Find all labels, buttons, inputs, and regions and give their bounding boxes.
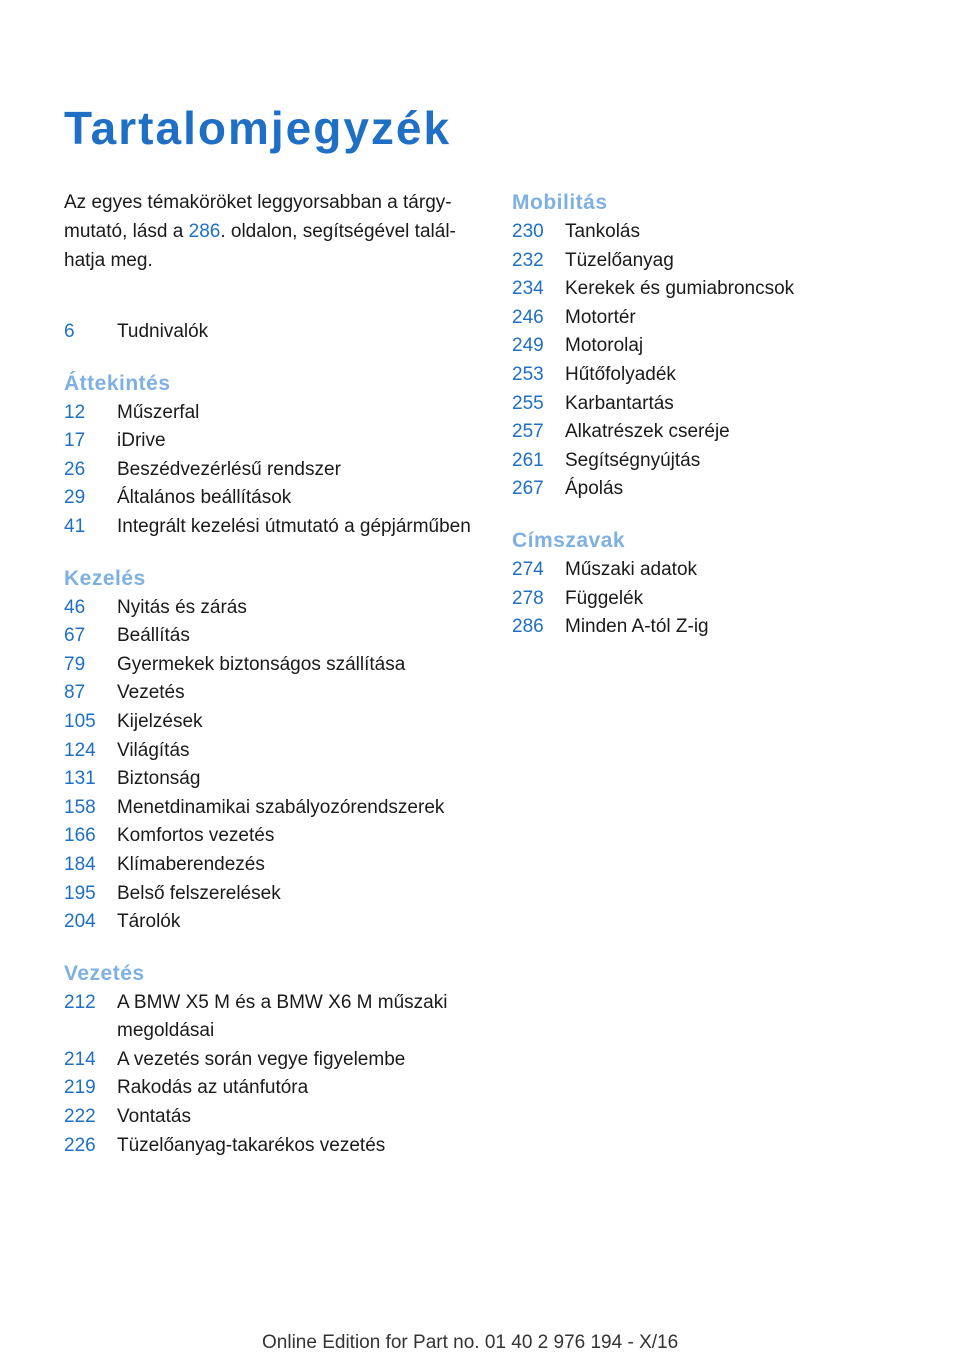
- toc-entry-title: Nyitás és zárás: [117, 596, 247, 618]
- toc-entry-title: Vontatás: [117, 1106, 191, 1128]
- toc-entry-title: Beállítás: [117, 625, 190, 647]
- toc-entry[interactable]: [64, 989, 484, 1046]
- toc-page-number: 195: [64, 882, 96, 904]
- toc-entry[interactable]: [64, 318, 484, 347]
- toc-entry[interactable]: [64, 456, 484, 485]
- toc-page-number: 214: [64, 1048, 96, 1070]
- toc-page-number: 79: [64, 653, 86, 675]
- toc-page-number: 204: [64, 911, 96, 933]
- toc-entry-title: Világítás: [117, 739, 190, 761]
- toc-entry[interactable]: [64, 822, 484, 851]
- toc-page-number: 246: [512, 306, 544, 328]
- section-heading: Kezelés: [64, 566, 146, 590]
- toc-entry[interactable]: [64, 651, 484, 680]
- toc-page-number: 226: [64, 1134, 96, 1156]
- toc-page-number: 184: [64, 853, 96, 875]
- toc-page-number: 232: [512, 249, 544, 271]
- toc-entry-title: Beszédvezérlésű rendszer: [117, 458, 341, 480]
- toc-entry-title: Biztonság: [117, 768, 201, 790]
- toc-entry-title: Vezetés: [117, 682, 185, 704]
- toc-entry-title: Minden A-tól Z-ig: [565, 616, 709, 638]
- toc-entry-title: Karbantartás: [565, 392, 674, 414]
- page-title: Tartalomjegyzék: [64, 102, 452, 154]
- toc-page-number: 255: [512, 392, 544, 414]
- intro-text: [64, 188, 484, 275]
- section-cimszavak: [512, 526, 932, 642]
- toc-entry-title: Hűtőfolyadék: [565, 363, 676, 385]
- toc-page-number: 267: [512, 478, 544, 500]
- toc-entry-title: Klímaberendezés: [117, 853, 265, 875]
- toc-entry[interactable]: [512, 418, 932, 447]
- toc-entry[interactable]: [64, 1132, 484, 1161]
- toc-page-number: 230: [512, 221, 544, 242]
- toc-entry[interactable]: [512, 390, 932, 419]
- toc-page-number: 41: [64, 515, 86, 537]
- toc-entry[interactable]: [64, 708, 484, 737]
- toc-entry-title: Motorolaj: [565, 335, 644, 357]
- toc-page-number: 131: [64, 768, 96, 790]
- toc-entry[interactable]: [64, 1074, 484, 1103]
- toc-page-number: 158: [64, 796, 96, 818]
- section-heading: Áttekintés: [64, 371, 171, 395]
- toc-page-number: 274: [512, 558, 544, 580]
- toc-right-column: [512, 188, 932, 642]
- toc-page-number: 219: [64, 1077, 96, 1099]
- toc-page-number: 166: [64, 825, 96, 847]
- toc-entry[interactable]: [512, 585, 932, 614]
- toc-entry[interactable]: [64, 1046, 484, 1075]
- toc-page-number: 6: [64, 321, 75, 342]
- toc-page-number: 17: [64, 430, 86, 452]
- toc-entry[interactable]: [64, 484, 484, 513]
- section-heading: Vezetés: [64, 961, 145, 985]
- section-vezetes: [64, 959, 484, 1161]
- toc-page-number: 286: [512, 616, 544, 638]
- toc-page-number: 253: [512, 363, 544, 385]
- toc-entry[interactable]: [512, 475, 932, 504]
- toc-entry[interactable]: [64, 765, 484, 794]
- toc-entry[interactable]: [64, 679, 484, 708]
- toc-entry[interactable]: [512, 447, 932, 476]
- toc-entry[interactable]: [512, 275, 932, 304]
- toc-page-number: 29: [64, 487, 86, 509]
- toc-entry[interactable]: [512, 247, 932, 276]
- section-heading: Mobilitás: [512, 191, 608, 214]
- toc-entry[interactable]: [512, 304, 932, 333]
- index-page-link[interactable]: 286: [188, 221, 221, 242]
- toc-entry-title: Rakodás az utánfutóra: [117, 1077, 309, 1099]
- toc-page-number: 278: [512, 587, 544, 609]
- toc-entry[interactable]: [64, 399, 484, 428]
- section-mobilitas: [512, 188, 932, 504]
- toc-entry-title: Segítségnyújtás: [565, 449, 701, 471]
- toc-entry-title: Tüzelőanyag-takarékos vezetés: [117, 1134, 386, 1156]
- toc-entry[interactable]: [64, 622, 484, 651]
- toc-page-number: 87: [64, 682, 86, 704]
- section-attekintes: [64, 369, 484, 542]
- toc-page-number: 26: [64, 458, 86, 480]
- toc-entry[interactable]: [64, 427, 484, 456]
- toc-entry[interactable]: [64, 794, 484, 823]
- toc-left-column: [64, 318, 484, 1160]
- section-heading: Címszavak: [512, 528, 626, 552]
- section-kezeles: [64, 564, 484, 937]
- toc-entry[interactable]: [64, 1103, 484, 1132]
- toc-entry[interactable]: [64, 737, 484, 766]
- toc-page-number: 257: [512, 421, 544, 443]
- toc-entry-title: Tárolók: [117, 911, 181, 933]
- toc-entry[interactable]: [64, 513, 484, 542]
- footer-edition-note: Online Edition for Part no. 01 40 2 976 194 - X/16: [262, 1332, 679, 1353]
- toc-entry-title: Komfortos vezetés: [117, 825, 275, 847]
- toc-entry-title: Műszaki adatok: [565, 558, 698, 580]
- toc-page-number: 261: [512, 449, 544, 471]
- toc-entry-title: Integrált kezelési útmutató a gépjárműben: [117, 515, 471, 537]
- toc-entry-title: Tankolás: [565, 221, 640, 242]
- toc-entry-title: Belső felszerelések: [117, 882, 281, 904]
- toc-entry-title: Kijelzések: [117, 710, 203, 732]
- toc-entry-title: Tudnivalók: [117, 321, 209, 342]
- toc-entry-title: Menetdinamikai szabályozórendszerek: [117, 796, 445, 818]
- toc-entry[interactable]: [64, 594, 484, 623]
- intro-text-end: . oldalon, segítségével talál-hatja meg.: [64, 221, 456, 271]
- toc-page-number: 12: [64, 401, 86, 423]
- toc-entry[interactable]: [512, 332, 932, 361]
- toc-entry-title: Alkatrészek cseréje: [565, 421, 730, 443]
- toc-entry-title: A vezetés során vegye figyelembe: [117, 1048, 406, 1070]
- toc-page-number: 234: [512, 278, 544, 300]
- toc-entry[interactable]: [64, 851, 484, 880]
- toc-entry-title: Tüzelőanyag: [565, 249, 674, 271]
- toc-entry[interactable]: [512, 218, 932, 247]
- toc-entry-title: Műszerfal: [117, 401, 200, 423]
- toc-entry-title: iDrive: [117, 430, 166, 452]
- toc-entry[interactable]: [512, 613, 932, 642]
- toc-entry[interactable]: [64, 908, 484, 937]
- toc-entry[interactable]: [512, 361, 932, 390]
- toc-entry-title: Gyermekek biztonságos szállítása: [117, 653, 406, 675]
- toc-entry-title: Motortér: [565, 306, 636, 328]
- toc-page-number: 222: [64, 1106, 96, 1128]
- toc-entry[interactable]: [64, 880, 484, 909]
- toc-entry-title: A BMW X5 M és a BMW X6 M műszaki megoldásai: [117, 991, 448, 1042]
- toc-entry-title: Kerekek és gumiabroncsok: [565, 278, 795, 300]
- toc-entry-title: Ápolás: [565, 478, 624, 500]
- toc-page-number: 105: [64, 710, 96, 732]
- toc-page-number: 67: [64, 625, 86, 647]
- toc-entry-title: Általános beállítások: [117, 487, 292, 509]
- intro-text-start: Az egyes témaköröket leggyorsabban a tárgy-mutató, lásd a: [64, 192, 452, 242]
- toc-entry-title: Függelék: [565, 587, 644, 609]
- toc-entry[interactable]: [512, 556, 932, 585]
- toc-page-number: 124: [64, 739, 96, 761]
- toc-page-number: 249: [512, 335, 544, 357]
- toc-page-number: 46: [64, 596, 86, 618]
- toc-page-number: 212: [64, 991, 96, 1013]
